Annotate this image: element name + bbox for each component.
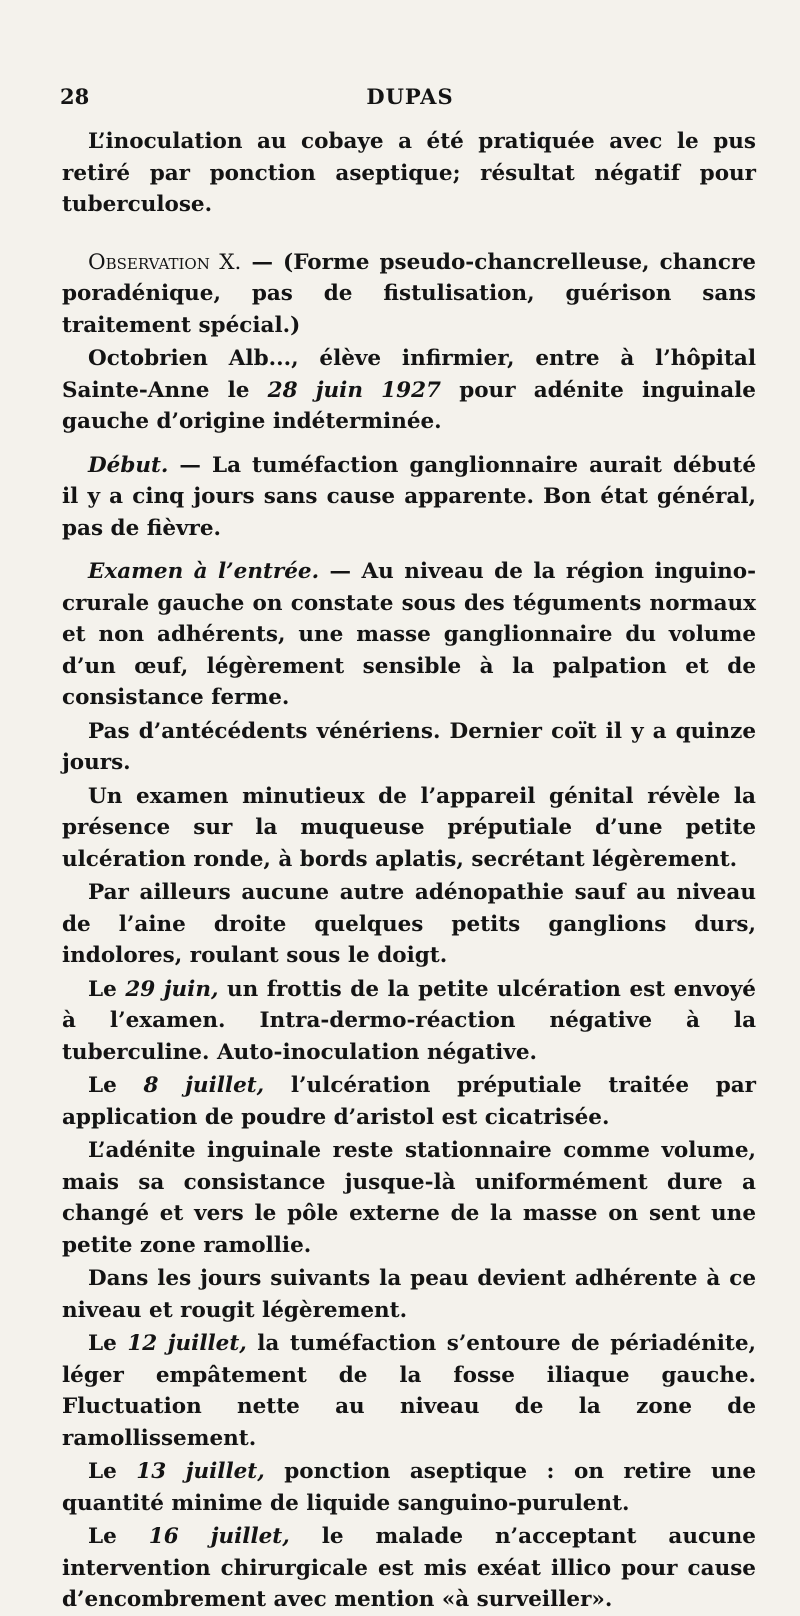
d16-text-b: le malade n’acceptant aucune intervention chirurgicale est mis exéat illico pour cause d’encombrement avec mention «à surveiller». xyxy=(62,1524,756,1612)
paragraph-16-juillet xyxy=(62,1521,756,1616)
body-text xyxy=(62,126,756,1616)
paragraph-debut xyxy=(62,450,756,545)
paragraph-12-juillet xyxy=(62,1328,756,1454)
observation-label: Observation X. xyxy=(88,249,242,275)
d13-text-a: Le xyxy=(88,1459,137,1484)
paragraph-intro xyxy=(62,343,756,438)
d13-date: 13 juillet, xyxy=(136,1459,265,1484)
d16-text-a: Le xyxy=(88,1524,149,1549)
examen-label: Examen à l’entrée. xyxy=(88,559,320,584)
paragraph-examen-minutieux: Un examen minutieux de l’appareil génital révèle la présence sur la muqueuse préputiale d’une petite ulcération ronde, à bords aplatis, secrétant légèrement. xyxy=(62,783,756,872)
d13-text-b: ponction aseptique : on retire une quantité minime de liquide sanguino-purulent. xyxy=(62,1459,756,1516)
d8-text-b: l’ulcération préputiale traitée par application de poudre d’aristol est cicatrisée. xyxy=(62,1073,757,1130)
paragraph-8-juillet xyxy=(62,1070,756,1133)
paragraph-ailleurs: Par ailleurs aucune autre adénopathie sauf au niveau de l’aine droite quelques petits ganglions durs, indolores, roulant sous le doigt. xyxy=(62,880,756,968)
d12-text-b: la tuméfaction s’entoure de périadénite, léger empâtement de la fosse iliaque gauche. Fluctuation nette au niveau de la zone de ramollissement. xyxy=(62,1331,756,1451)
debut-text: — La tuméfaction ganglionnaire aurait débuté il y a cinq jours sans cause apparente. Bon état général, pas de fièvre. xyxy=(62,452,756,541)
d29-text-a: Le xyxy=(88,976,126,1002)
paragraph-jours-suivants: Dans les jours suivants la peau devient adhérente à ce niveau et rougit légèrement. xyxy=(62,1266,756,1323)
paragraph-examen-entree xyxy=(62,556,756,714)
paragraph-adenite: L’adénite inguinale reste stationnaire comme volume, mais sa consistance jusque-là uniformément dure a changé et vers le pôle externe de la masse on sent une petite zone ramollie. xyxy=(62,1138,756,1258)
debut-label: Début. xyxy=(88,452,169,478)
page-header xyxy=(60,84,760,114)
observation-heading xyxy=(62,247,756,342)
d8-text-a: Le xyxy=(88,1073,144,1098)
paragraph-29-juin xyxy=(62,974,756,1069)
d12-text-a: Le xyxy=(88,1331,128,1356)
d29-text-b: un frottis de la petite ulcération est envoyé à l’examen. Intra-dermo-réaction négative à la tuberculine. Auto-inoculation négative. xyxy=(62,976,756,1065)
running-head: DUPAS xyxy=(366,84,454,109)
intro-date: 28 juin 1927 xyxy=(267,377,441,403)
d16-date: 16 juillet, xyxy=(148,1524,290,1549)
page-number: 28 xyxy=(60,84,90,109)
paragraph-13-juillet xyxy=(62,1456,756,1519)
paragraph-inoculation: L’inoculation au cobaye a été pratiquée avec le pus retiré par ponction aseptique; résultat négatif pour tuberculose. xyxy=(62,129,756,217)
intro-text-b: pour adénite inguinale gauche d’origine indéterminée. xyxy=(62,377,756,434)
examen-text: — Au niveau de la région inguino-crurale gauche on constate sous des téguments normaux et non adhérents, une masse ganglionnaire du volume d’un œuf, légèrement sensible à la palpation et de consistance ferme. xyxy=(62,559,756,710)
intro-text-a: Octobrien Alb..., élève infirmier, entre à l’hôpital Sainte-Anne le xyxy=(62,346,756,403)
d29-date: 29 juin, xyxy=(125,976,219,1002)
d12-date: 12 juillet, xyxy=(127,1331,247,1356)
d8-date: 8 juillet, xyxy=(143,1073,265,1098)
paragraph-antecedents: Pas d’antécédents vénériens. Dernier coït il y a quinze jours. xyxy=(62,718,756,775)
observation-title: — (Forme pseudo-chancrelleuse, chancre poradénique, pas de fistulisation, guérison sans traitement spécial.) xyxy=(62,249,756,338)
